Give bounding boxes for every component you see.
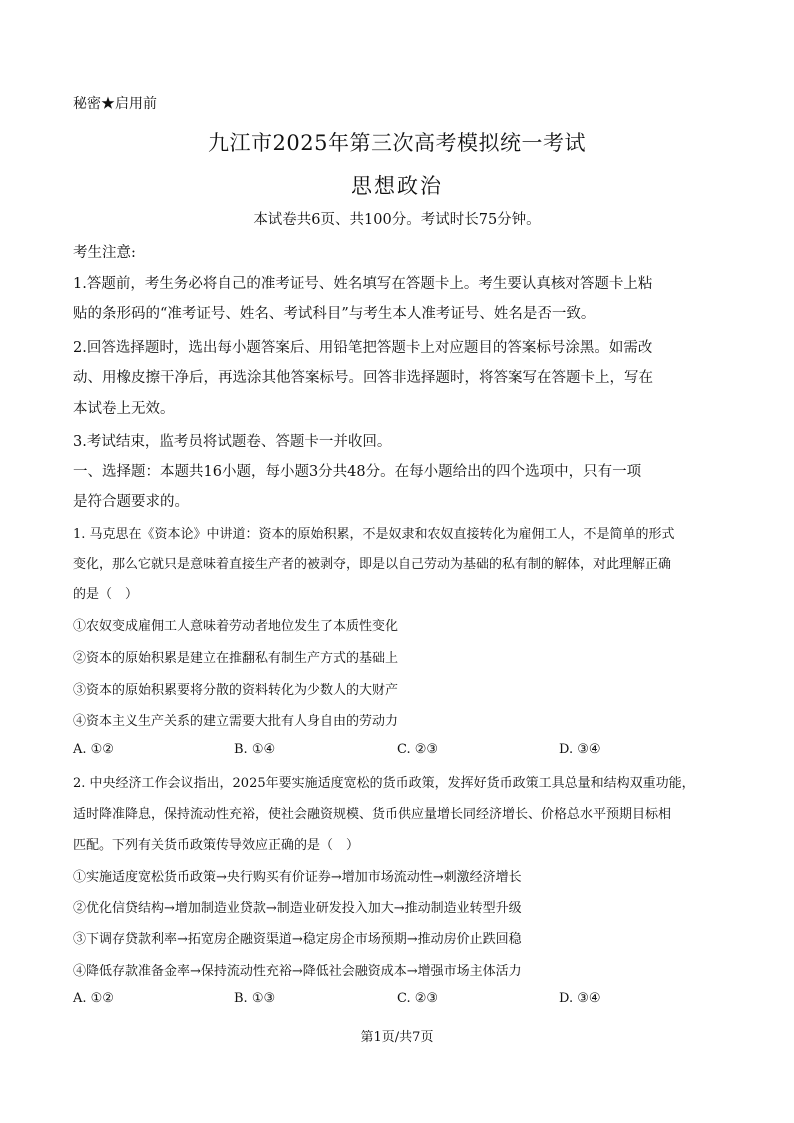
question-1-option-d: D. ③④ [559,742,601,757]
question-2-statement-3: ③下调存贷款利率→拓宽房企融资渠道→稳定房企市场预期→推动房价止跌回稳 [73,932,522,947]
notice-item-2-line-1: 2.回答选择题时，选出每小题答案后、用铅笔把答题卡上对应题目的答案标号涂黑。如需改 [73,340,653,356]
page-number: 第1页/共7页 [360,1030,434,1045]
question-1-stem-line-2: 变化，那么它就只是意味着直接生产者的被剥夺，即是以自己劳动为基础的私有制的解体，对此理解正确 [73,557,672,572]
section-heading-line-2: 是符合题要求的。 [73,494,189,510]
classification-label: 秘密★启用前 [73,96,157,112]
question-2-stem-line-3: 匹配。下列有关货币政策传导效应正确的是（ ） [73,838,360,853]
question-1-stem-line-1: 1. 马克思在《资本论》中讲道：资本的原始积累，不是奴隶和农奴直接转化为雇佣工人，不是简单的形式 [73,527,675,542]
exam-title: 九江市2025年第三次高考模拟统一考试 [208,131,586,155]
exam-info: 本试卷共6页、共100分。考试时长75分钟。 [253,212,541,228]
question-2-statement-2: ②优化信贷结构→增加制造业贷款→制造业研发投入加大→推动制造业转型升级 [73,901,522,916]
question-1-option-c: C. ②③ [397,742,439,757]
question-2-option-c: C. ②③ [397,991,439,1006]
notice-item-1-line-2: 贴的条形码的“准考证号、姓名、考试科目”与考生本人准考证号、姓名是否一致。 [73,306,596,322]
notice-item-1-line-1: 1.答题前，考生务必将自己的准考证号、姓名填写在答题卡上。考生要认真核对答题卡上粘 [73,276,653,292]
notice-item-2-line-2: 动、用橡皮擦干净后，再选涂其他答案标号。回答非选择题时，将答案写在答题卡上，写在 [73,370,653,386]
question-1-statement-2: ②资本的原始积累是建立在推翻私有制生产方式的基础上 [73,651,399,666]
question-2-stem-line-1: 2. 中央经济工作会议指出，2025年要实施适度宽松的货币政策，发挥好货币政策工具总量和结构双重功能， [73,776,695,791]
question-2-statement-4: ④降低存款准备金率→保持流动性充裕→降低社会融资成本→增强市场主体活力 [73,964,522,979]
question-1-option-a: A. ①② [73,742,114,757]
question-1-stem-line-3: 的是（ ） [73,587,139,602]
subject-title: 思想政治 [351,174,443,198]
question-1-statement-4: ④资本主义生产关系的建立需要大批有人身自由的劳动力 [73,714,399,729]
question-2-statement-1: ①实施适度宽松货币政策→央行购买有价证券→增加市场流动性→刺激经济增长 [73,870,522,885]
question-2-stem-line-2: 适时降准降息，保持流动性充裕，使社会融资规模、货币供应量增长同经济增长、价格总水平预期目标相 [73,807,672,822]
notice-item-2-line-3: 本试卷上无效。 [73,401,175,417]
notice-heading: 考生注意: [73,245,136,261]
section-heading-line-1: 一、选择题：本题共16小题，每小题3分共48分。在每小题给出的四个选项中，只有一项 [73,464,642,480]
question-2-option-d: D. ③④ [559,991,601,1006]
question-1-statement-1: ①农奴变成雇佣工人意味着劳动者地位发生了本质性变化 [73,619,399,634]
question-1-statement-3: ③资本的原始积累要将分散的资料转化为少数人的大财产 [73,683,399,698]
question-2-option-a: A. ①② [73,991,114,1006]
question-2-option-b: B. ①③ [234,991,276,1006]
notice-item-3: 3.考试结束，监考员将试题卷、答题卡一并收回。 [73,434,392,450]
question-1-option-b: B. ①④ [234,742,276,757]
